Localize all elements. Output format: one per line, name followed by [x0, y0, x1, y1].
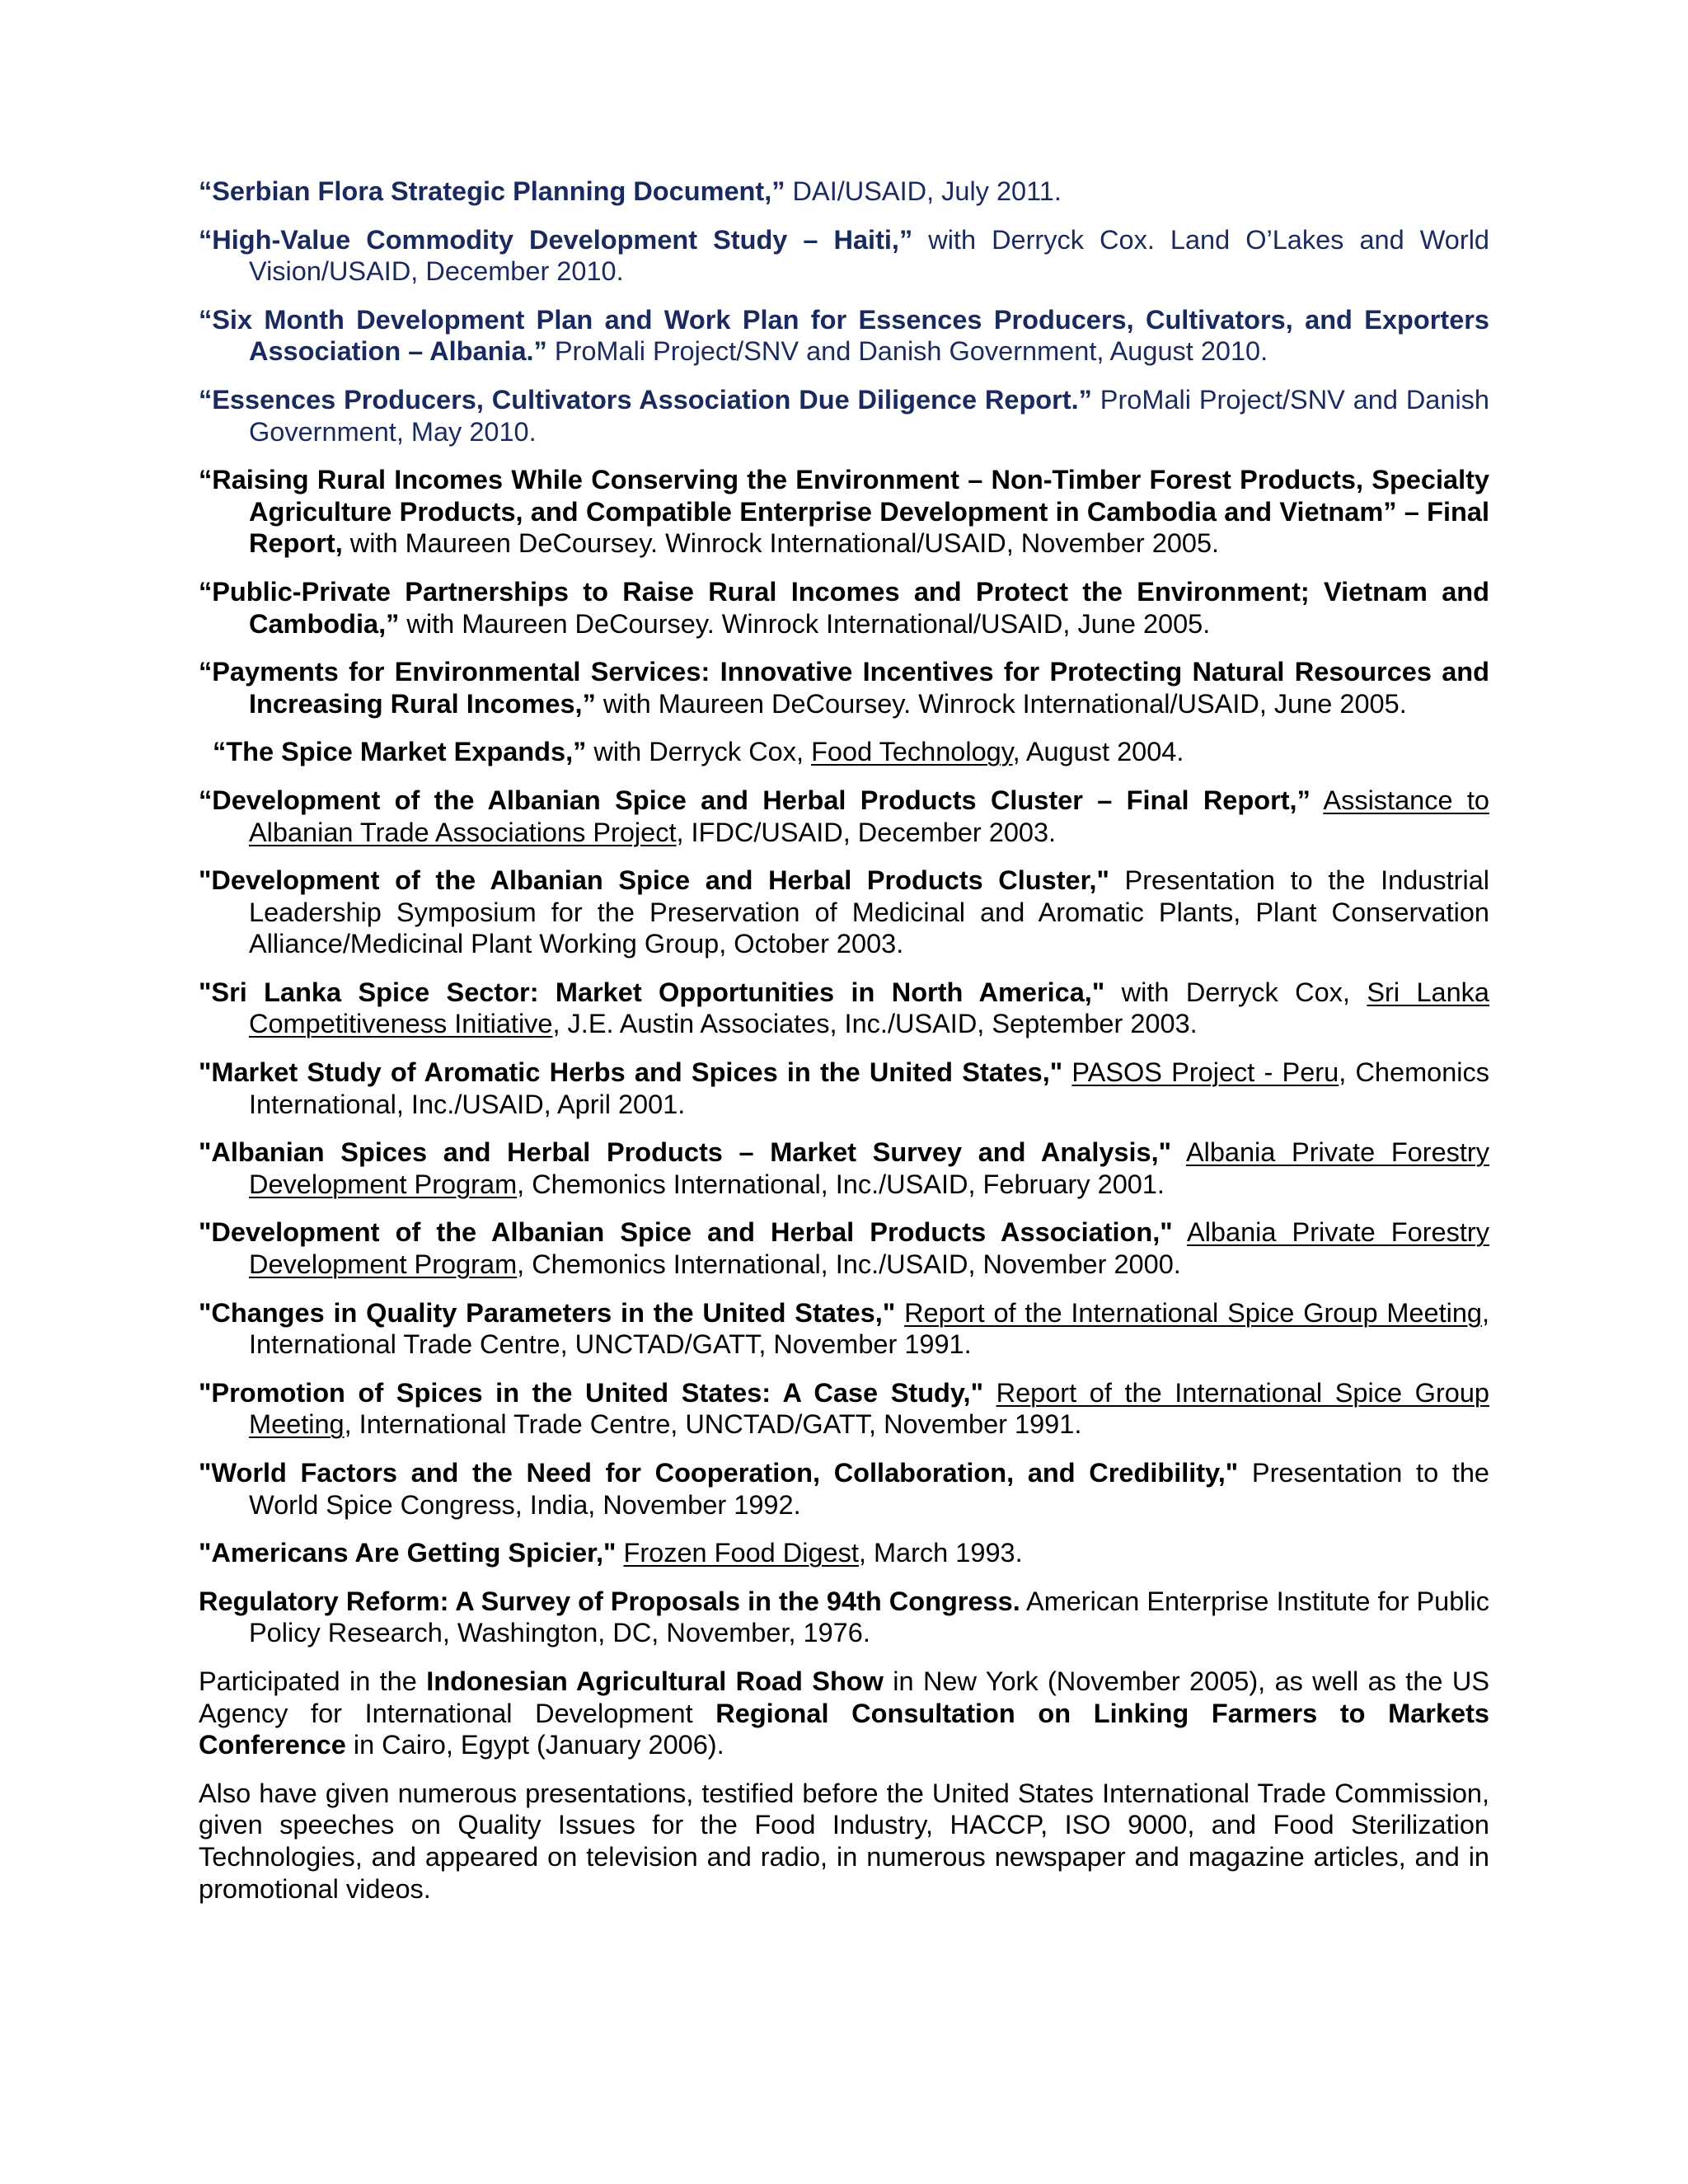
- publication-details-end: , Chemonics International, Inc./USAID, April 2001.: [249, 1057, 1490, 1119]
- publication-source: PASOS Project - Peru: [1071, 1057, 1339, 1088]
- publication-title: "Promotion of Spices in the United States: A Case Study,": [199, 1377, 983, 1408]
- publication-source: Food Technology: [811, 737, 1013, 767]
- publication-title: “Public-Private Partnerships to Raise Rural Incomes and Protect the Environment; Vietnam and Cambodia,”: [199, 576, 1489, 639]
- publication-details-end: , March 1993.: [858, 1538, 1023, 1568]
- publication-source: Report of the International Spice Group Meeting: [904, 1297, 1482, 1328]
- publication-title: “Essences Producers, Cultivators Association Due Diligence Report.”: [199, 384, 1092, 415]
- publication-entry: [199, 736, 1489, 768]
- publication-source: Assistance to Albanian Trade Associations Project: [249, 785, 1489, 847]
- publication-details: [983, 1378, 996, 1408]
- publication-source: Frozen Food Digest: [623, 1538, 859, 1568]
- publication-details-end: , Chemonics International, Inc./USAID, November 2000.: [517, 1249, 1181, 1280]
- publication-title: "World Factors and the Need for Cooperation, Collaboration, and Credibility,": [199, 1458, 1239, 1488]
- publication-source: Report of the International Spice Group Meeting: [249, 1377, 1489, 1440]
- publication-details: with Maureen DeCoursey. Winrock International/USAID, June 2005.: [595, 688, 1407, 719]
- publication-entry: [199, 384, 1489, 448]
- publication-details: [1311, 785, 1324, 815]
- publication-details: [895, 1298, 904, 1328]
- publication-title: “Raising Rural Incomes While Conserving the Environment – Non-Timber Forest Products, Specialty Agriculture Products, and Compatible Enterprise Development in Cambodia and Vietnam” – Final Report,: [199, 465, 1489, 559]
- publication-title: "Changes in Quality Parameters in the United States,": [199, 1297, 896, 1328]
- participation-text: in New York (November 2005), as well as the US Agency for International Development: [199, 1666, 1489, 1728]
- publication-details: with Derryck Cox,: [586, 737, 812, 767]
- publication-entry: [199, 1537, 1489, 1569]
- publication-details: with Derryck Cox. Land O’Lakes and World Vision/USAID, December 2010.: [249, 224, 1489, 287]
- publication-title: "Albanian Spices and Herbal Products – Market Survey and Analysis,": [199, 1137, 1172, 1168]
- publication-details: with Derryck Cox,: [1104, 977, 1367, 1007]
- publication-details: Presentation to the World Spice Congress, India, November 1992.: [249, 1458, 1489, 1520]
- publication-entry: [199, 224, 1489, 288]
- publication-details: Presentation to the Industrial Leadership Symposium for the Preservation of Medicinal and Aromatic Plants, Plant Conservation Alliance/Medicinal Plant Working Group, October 2003.: [249, 865, 1489, 959]
- publication-title: “Serbian Flora Strategic Planning Document,”: [199, 176, 785, 206]
- publication-title: Regulatory Reform: A Survey of Proposals in the 94th Congress.: [199, 1586, 1020, 1616]
- publication-entry: [199, 176, 1489, 208]
- publication-title: "Development of the Albanian Spice and Herbal Products Cluster,": [199, 865, 1109, 896]
- publication-entry: [199, 1057, 1489, 1120]
- participation-event: Indonesian Agricultural Road Show: [426, 1666, 884, 1696]
- publication-title: "Americans Are Getting Spicier,": [199, 1538, 617, 1568]
- publication-entry: [199, 1297, 1489, 1361]
- publication-details: with Maureen DeCoursey. Winrock International/USAID, June 2005.: [399, 608, 1211, 639]
- publication-title: “Payments for Environmental Services: Innovative Incentives for Protecting Natural Resources and Increasing Rural Incomes,”: [199, 657, 1489, 719]
- publication-title: “Six Month Development Plan and Work Plan for Essences Producers, Cultivators, and Exporters Association – Albania.”: [199, 304, 1489, 367]
- publication-entry: [199, 1216, 1489, 1280]
- publication-title: “High-Value Commodity Development Study – Haiti,”: [199, 224, 913, 255]
- publication-details-end: , J.E. Austin Associates, Inc./USAID, September 2003.: [552, 1009, 1198, 1039]
- publication-details-end: , International Trade Centre, UNCTAD/GATT, November 1991.: [249, 1297, 1489, 1360]
- presentations-paragraph: Also have given numerous presentations, testified before the United States International Trade Commission, given speeches on Quality Issues for the Food Industry, HACCP, ISO 9000, and Food Sterilization Technologies, and appeared on television and radio, in numerous newspaper and magazine articles, and in promotional videos.: [199, 1778, 1489, 1904]
- publication-entry: [199, 576, 1489, 640]
- publication-title: "Sri Lanka Spice Sector: Market Opportunities in North America,": [199, 977, 1105, 1007]
- publication-entry: [199, 1457, 1489, 1521]
- participation-text: in Cairo, Egypt (January 2006).: [345, 1730, 724, 1760]
- publications-page: [199, 176, 1489, 1921]
- publication-source: Sri Lanka Competitiveness Initiative: [249, 977, 1490, 1039]
- publication-details: [1171, 1137, 1186, 1167]
- participation-text: Participated in the: [199, 1666, 427, 1696]
- publication-details: ProMali Project/SNV and Danish Government, August 2010.: [546, 336, 1268, 367]
- publication-entry: [199, 1586, 1489, 1649]
- publication-entry: [199, 1377, 1489, 1441]
- publication-details: American Enterprise Institute for Public Policy Research, Washington, DC, November, 1976.: [249, 1586, 1489, 1648]
- publication-details: [1062, 1057, 1071, 1087]
- participation-paragraph: [199, 1666, 1489, 1761]
- publication-details: DAI/USAID, July 2011.: [785, 176, 1062, 206]
- publication-details-end: , International Trade Centre, UNCTAD/GATT, November 1991.: [344, 1409, 1082, 1440]
- publication-title: “Development of the Albanian Spice and Herbal Products Cluster – Final Report,”: [199, 785, 1311, 815]
- publication-details: with Maureen DeCoursey. Winrock International/USAID, November 2005.: [342, 528, 1220, 559]
- publication-details-end: , IFDC/USAID, December 2003.: [676, 817, 1057, 847]
- publication-entry: [199, 785, 1489, 848]
- publication-entry: [199, 977, 1489, 1040]
- publication-title: “The Spice Market Expands,”: [213, 737, 587, 767]
- publication-details-end: , August 2004.: [1012, 737, 1184, 767]
- publication-details: [1173, 1217, 1187, 1247]
- publication-source: Albania Private Forestry Development Program: [249, 1217, 1489, 1280]
- publication-entry: [199, 1137, 1489, 1200]
- publication-source: Albania Private Forestry Development Program: [249, 1137, 1489, 1199]
- publication-entry: [199, 865, 1489, 960]
- publication-title: "Development of the Albanian Spice and Herbal Products Association,": [199, 1217, 1173, 1248]
- participation-event: Regional Consultation on Linking Farmers to Markets Conference: [199, 1698, 1489, 1760]
- publication-entry: [199, 464, 1489, 560]
- publication-details-end: , Chemonics International, Inc./USAID, February 2001.: [517, 1169, 1165, 1199]
- publication-entry: [199, 656, 1489, 719]
- publication-entry: [199, 304, 1489, 368]
- publication-title: "Market Study of Aromatic Herbs and Spices in the United States,": [199, 1057, 1063, 1088]
- publication-details: ProMali Project/SNV and Danish Government, May 2010.: [249, 384, 1489, 447]
